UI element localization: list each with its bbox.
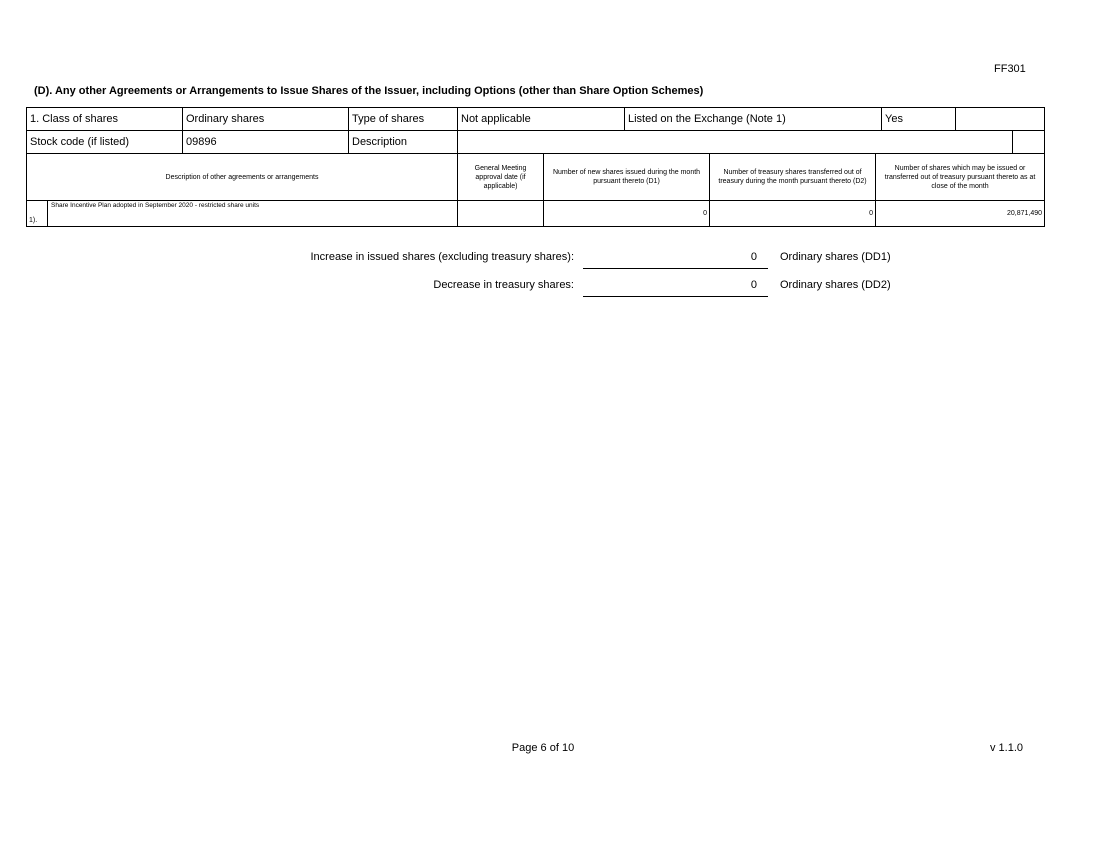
table-row [27, 201, 1045, 227]
decrease-unit: Ordinary shares (DD2) [780, 279, 891, 291]
row-index: 1). [27, 201, 48, 227]
col-gm-date-header: General Meeting approval date (if applicable) [458, 154, 544, 201]
class-row [27, 108, 1045, 131]
decrease-value: 0 [750, 279, 757, 291]
section-title: (D). Any other Agreements or Arrangements to Issue Shares of the Issuer, including Options (other than Share Option Schemes) [34, 85, 704, 97]
empty-cell [956, 108, 1045, 131]
description-value [458, 131, 1013, 154]
column-header-row [27, 154, 1045, 201]
row-gm-date [458, 201, 544, 227]
increase-value: 0 [750, 251, 757, 263]
description-label: Description [349, 131, 458, 154]
version-label: v 1.1.0 [990, 742, 1024, 754]
increase-unit: Ordinary shares (DD1) [780, 251, 891, 263]
listed-label: Listed on the Exchange (Note 1) [625, 108, 882, 131]
increase-label: Increase in issued shares (excluding treasury shares): [310, 251, 574, 263]
row-description: Share Incentive Plan adopted in September 2020 - restricted share units [48, 201, 458, 227]
col-d2-header: Number of treasury shares transferred out of treasury during the month pursuant thereto (D2) [710, 154, 876, 201]
class-value: Ordinary shares [183, 108, 349, 131]
stock-code-row [27, 131, 1045, 154]
agreements-table [26, 153, 1045, 227]
row-d2: 0 [710, 201, 876, 227]
type-label: Type of shares [349, 108, 458, 131]
col-d1-header: Number of new shares issued during the month pursuant thereto (D1) [544, 154, 710, 201]
form-code: FF301 [994, 63, 1026, 75]
stock-code-value: 09896 [183, 131, 349, 154]
empty-cell [1013, 131, 1045, 154]
listed-value: Yes [882, 108, 956, 131]
row-d1: 0 [544, 201, 710, 227]
share-class-info-table [26, 107, 1045, 154]
stock-code-label: Stock code (if listed) [27, 131, 183, 154]
type-value: Not applicable [458, 108, 625, 131]
class-label: 1. Class of shares [27, 108, 183, 131]
row-close: 20,871,490 [876, 201, 1045, 227]
page-number: Page 6 of 10 [511, 742, 575, 754]
col-description-header: Description of other agreements or arrangements [27, 154, 458, 201]
col-close-header: Number of shares which may be issued or transferred out of treasury pursuant thereto as at close of the month [876, 154, 1045, 201]
decrease-label: Decrease in treasury shares: [433, 279, 574, 291]
